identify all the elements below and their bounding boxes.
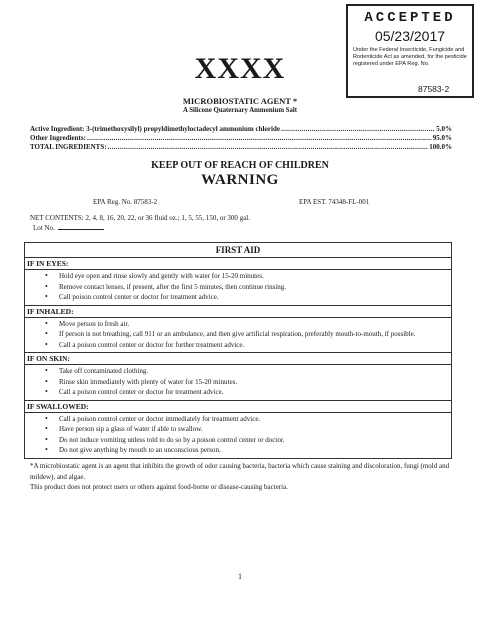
stamp-reg-number: 87583-2 [418,84,450,94]
first-aid-item: • Rinse skin immediately with plenty of water for 15-20 minutes. [59,377,451,388]
first-aid-section-items [25,412,452,458]
first-aid-item: • Call a poison control center or doctor for treatment advice. [59,387,451,398]
first-aid-item: • Call poison control center or doctor for treatment advice. [59,292,451,303]
product-description: A Silicone Quaternary Ammonium Salt [182,107,298,114]
first-aid-section-label: IF INHALED: [25,305,452,317]
lot-label: Lot No. [33,224,55,232]
keep-out-of-reach-heading: KEEP OUT OF REACH OF CHILDREN [151,160,329,171]
active-ingredient-row [30,125,452,133]
first-aid-section-label: IF ON SKIN: [25,353,452,365]
first-aid-section-items [25,365,452,401]
first-aid-title: FIRST AID [25,243,452,258]
leader-dots [108,143,429,151]
first-aid-item: • Move person to fresh air. [59,319,451,330]
first-aid-item: • If person is not breathing, call 911 or an ambulance, and then give artificial respiration, preferably mouth-to-mouth, if possible. [59,329,451,340]
product-name: XXXX [194,52,286,85]
lot-number-blank [58,229,104,230]
first-aid-item: • Call a poison control center or doctor for further treatment advice. [59,340,451,351]
net-contents: NET CONTENTS: 2, 4, 8, 16, 20, 22, or 36 fluid oz.; 1, 5, 55, 150, or 300 gal. [30,214,250,222]
signal-word-heading: WARNING [201,172,279,188]
first-aid-section-label: IF IN EYES: [25,258,452,270]
ingredient-label: TOTAL INGREDIENTS: [30,143,107,151]
first-aid-item: • Remove contact lenses, if present, after the first 5 minutes, then continue rinsing. [59,282,451,293]
ingredient-value: 5.0% [436,125,452,133]
first-aid-item: • Do not give anything by mouth to an unconscious person. [59,445,451,456]
page-number: 1 [238,572,242,581]
footnote [30,461,450,493]
stamp-date: 05/23/2017 [374,28,446,44]
ingredient-value: 100.0% [429,143,452,151]
other-ingredients-row [30,134,452,142]
first-aid-item: • Call a poison control center or doctor immediately for treatment advice. [59,414,451,425]
ingredient-value: 95.0% [432,134,452,142]
first-aid-item: • Hold eye open and rinse slowly and gently with water for 15-20 minutes. [59,271,451,282]
first-aid-item: • Do not induce vomiting unless told to do so by a poison control center or doctor. [59,435,451,446]
product-type: MICROBIOSTATIC AGENT * [182,96,298,106]
lot-number-line [33,224,104,232]
epa-est-number: EPA EST. 74348-FL-001 [299,198,370,206]
ingredient-label: Active Ingredient: 3-(trimethoxysilyl) propyldimethyloctadecyl ammonium chloride [30,125,280,133]
epa-reg-number: EPA Reg. No. 87583-2 [93,198,158,206]
first-aid-item: • Have person sip a glass of water if able to swallow. [59,424,451,435]
leader-dots [87,134,432,142]
first-aid-section-label: IF SWALLOWED: [25,400,452,412]
first-aid-section-items [25,317,452,353]
first-aid-item: • Take off contaminated clothing. [59,366,451,377]
leader-dots [281,125,435,133]
stamp-note: Under the Federal Insecticide, Fungicide and Rodenticide Act as amended, for the pesticide registered under EPA Reg. No. [353,47,467,67]
stamp-title: ACCEPTED [364,10,456,26]
ingredient-label: Other Ingredients: [30,134,86,142]
protection-disclaimer: This product does not protect users or others against food-borne or disease-causing bacteria. [30,483,288,491]
first-aid-table [24,242,452,459]
first-aid-section-items [25,270,452,306]
total-ingredients-row [30,143,452,151]
microbiostatic-definition: *A microbiostatic agent is an agent that inhibits the growth of odor causing bacteria, bacteria which cause staining and discoloration, fungi (mold and mildew), and algae. [30,462,450,481]
